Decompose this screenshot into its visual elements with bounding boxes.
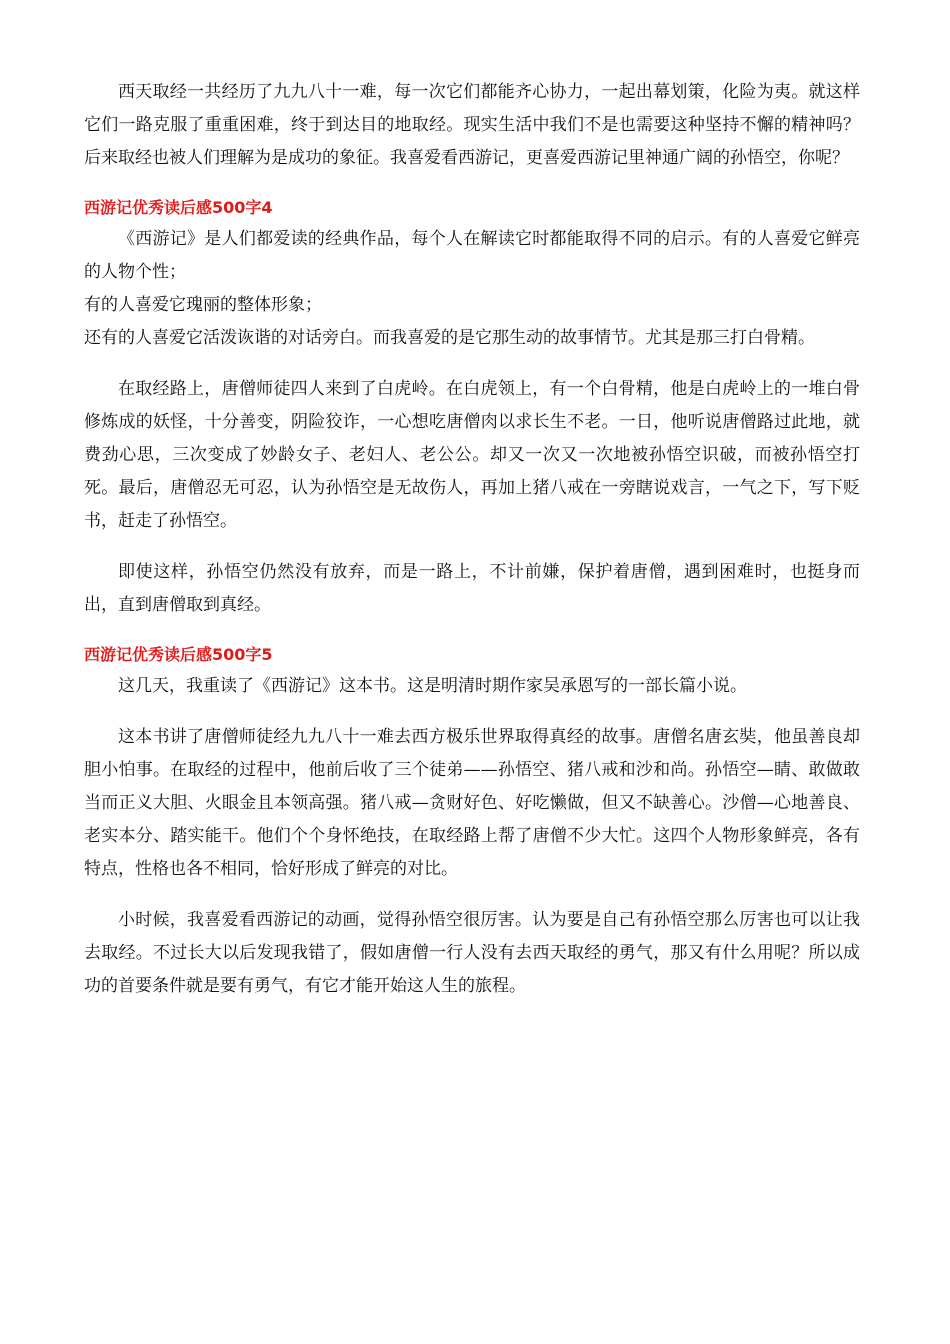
- paragraph-3: 有的人喜爱它瑰丽的整体形象；: [84, 295, 322, 315]
- document-page: [84, 76, 860, 1021]
- paragraph-8: 这本书讲了唐僧师徒经九九八十一难去西方极乐世界取得真经的故事。唐僧名唐玄奘，他虽善良却胆小怕事。在取经的过程中，他前后收了三个徒弟——孙悟空、猪八戒和沙和尚。孙悟空—睛、敢做敢当而正义大胆、火眼金且本领高强。猪八戒—贪财好色、好吃懒做，但又不缺善心。沙僧—心地善良、老实本分、踏实能干。他们个个身怀绝技，在取经路上帮了唐僧不少大忙。这四个人物形象鲜亮，各有特点，性格也各不相同，恰好形成了鲜亮的对比。: [84, 727, 860, 879]
- paragraph-5: 在取经路上，唐僧师徒四人来到了白虎岭。在白虎领上，有一个白骨精，他是白虎岭上的一堆白骨修炼成的妖怪，十分善变，阴险狡诈，一心想吃唐僧肉以求长生不老。一日，他听说唐僧路过此地，就费劲心思，三次变成了妙龄女子、老妇人、老公公。却又一次又一次地被孙悟空识破，而被孙悟空打死。最后，唐僧忍无可忍，认为孙悟空是无故伤人，再加上猪八戒在一旁瞎说戏言，一气之下，写下贬书，赶走了孙悟空。: [84, 379, 860, 531]
- paragraph-4: 还有的人喜爱它活泼诙谐的对话旁白。而我喜爱的是它那生动的故事情节。尤其是那三打白骨精。: [84, 328, 815, 348]
- paragraph-9: 小时候，我喜爱看西游记的动画，觉得孙悟空很厉害。认为要是自己有孙悟空那么厉害也可以让我去取经。不过长大以后发现我错了，假如唐僧一行人没有去西天取经的勇气，那又有什么用呢？所以成功的首要条件就是要有勇气，有它才能开始这人生的旅程。: [84, 910, 860, 996]
- section-heading-5: 西游记优秀读后感500字5: [84, 645, 273, 664]
- paragraph-6: 即使这样，孙悟空仍然没有放弃，而是一路上，不计前嫌，保护着唐僧，遇到困难时，也挺身而出，直到唐僧取到真经。: [84, 562, 860, 615]
- paragraph-1: 西天取经一共经历了九九八十一难，每一次它们都能齐心协力，一起出幕划策，化险为夷。就这样它们一路克服了重重困难，终于到达目的地取经。现实生活中我们不是也需要这种坚持不懈的精神吗？后来取经也被人们理解为是成功的象征。我喜爱看西游记，更喜爱西游记里神通广阔的孙悟空，你呢？: [84, 82, 860, 168]
- section-heading-4: 西游记优秀读后感500字4: [84, 198, 273, 217]
- paragraph-7: 这几天，我重读了《西游记》这本书。这是明清时期作家吴承恩写的一部长篇小说。: [118, 676, 747, 696]
- paragraph-2: 《西游记》是人们都爱读的经典作品，每个人在解读它时都能取得不同的启示。有的人喜爱它鲜亮的人物个性；: [84, 229, 860, 282]
